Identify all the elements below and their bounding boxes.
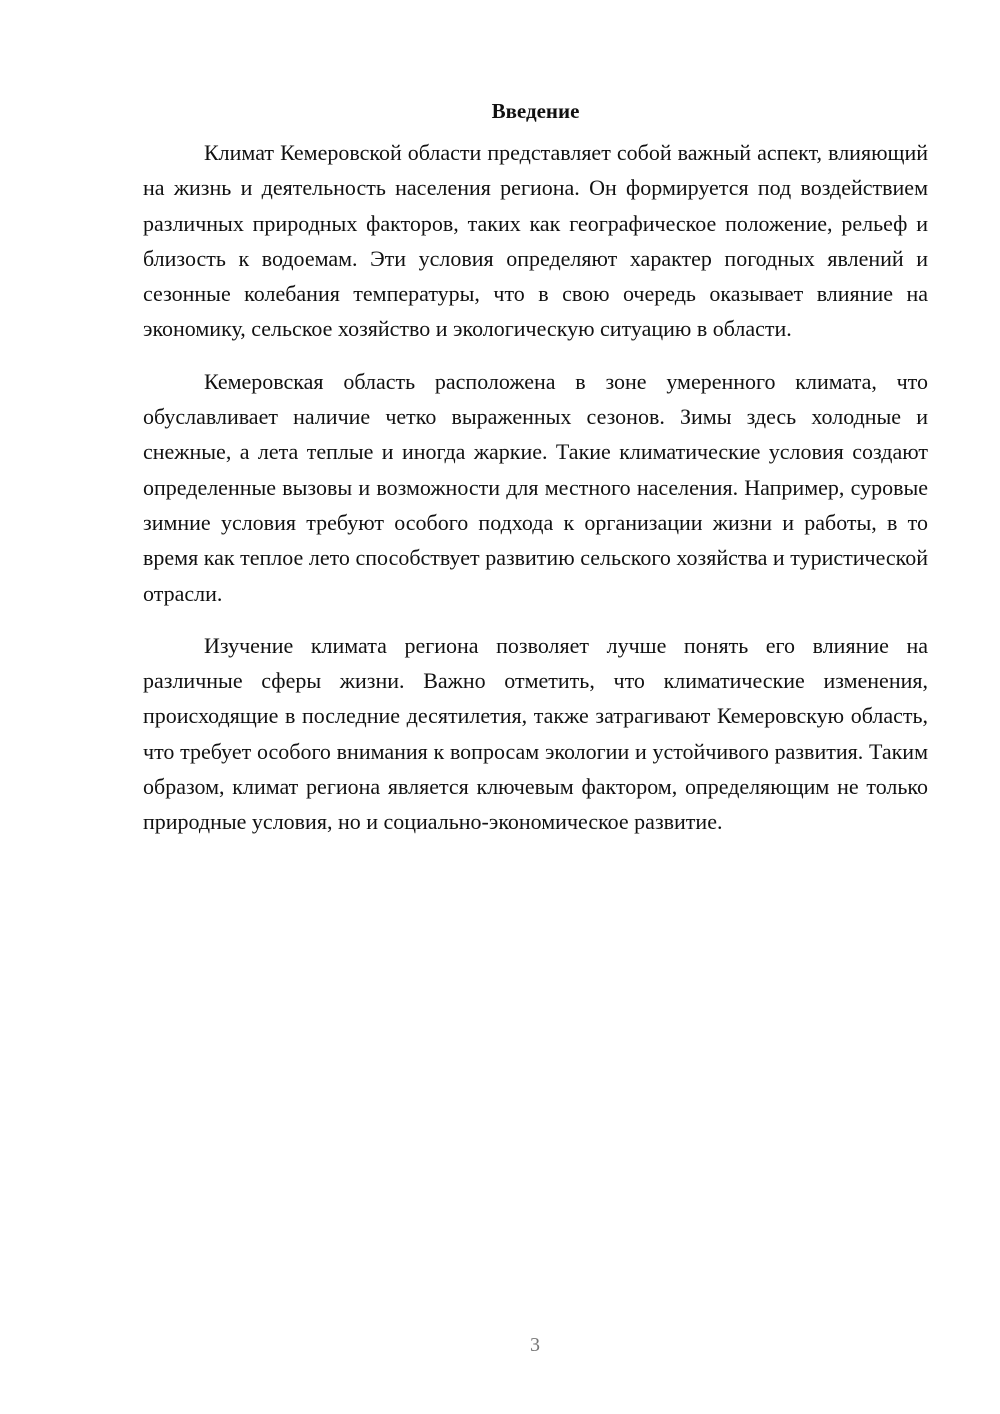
paragraph-3: Изучение климата региона позволяет лучше понять его влияние на различные сферы жизни. Важно отметить, что климатические изменения, происходящие в последние десятилетия, также затрагивают Кемеровскую область, что требует особого внимания к вопросам экологии и устойчивого развития. Таким образом, климат региона является ключевым фактором, определяющим не только природные условия, но и социально-экономическое развитие. [143, 632, 928, 835]
paragraph-2: Кемеровская область расположена в зоне умеренного климата, что обуславливает наличие четко выраженных сезонов. Зимы здесь холодные и снежные, а лета теплые и иногда жаркие. Такие климатические условия создают определенные вызовы и возможности для местного населения. Например, суровые зимние условия требуют особого подхода к организации жизни и работы, в то время как теплое лето способствует развитию сельского хозяйства и туристической отрасли. [143, 368, 928, 606]
section-title: Введение [491, 99, 580, 123]
paragraph-1: Климат Кемеровской области представляет собой важный аспект, влияющий на жизнь и деятельность населения региона. Он формируется под воздействием различных природных факторов, таких как географическое положение, рельеф и близость к водоемам. Эти условия определяют характер погодных явлений и сезонные колебания температуры, что в свою очередь оказывает влияние на экономику, сельское хозяйство и экологическую ситуацию в области. [143, 140, 928, 342]
page-number: 3 [530, 1334, 540, 1356]
page-content [143, 94, 928, 857]
